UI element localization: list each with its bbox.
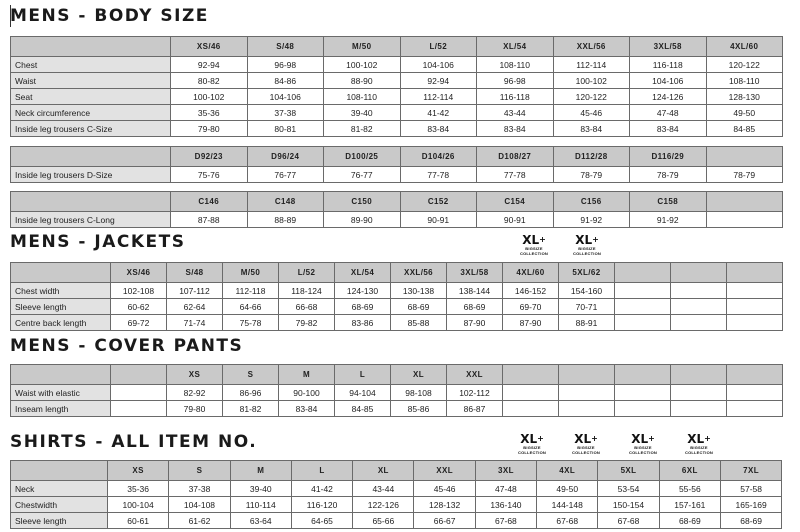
table-cell: 108-110 <box>324 89 401 105</box>
table-header-row <box>11 461 782 481</box>
table-cell: 68-69 <box>391 299 447 315</box>
table-cell: 104-106 <box>400 57 477 73</box>
table-cell: 35-36 <box>171 105 248 121</box>
table-cell: 62-64 <box>167 299 223 315</box>
table-cell: 67-68 <box>537 513 598 529</box>
table-cell: 92-94 <box>400 73 477 89</box>
badge-caption: COLLECTION <box>629 450 657 455</box>
table-cell: 64-66 <box>223 299 279 315</box>
badge-subtitle: BIGSIZE <box>577 445 595 450</box>
table-cell: 130-138 <box>391 283 447 299</box>
xl-badge-icon: XL <box>520 432 538 446</box>
header-corner <box>11 37 171 57</box>
table-cell: 86-87 <box>447 401 503 417</box>
table-cell: 118-124 <box>279 283 335 299</box>
table-cell: 83-84 <box>477 121 554 137</box>
table-cell: 78-79 <box>630 167 707 183</box>
table-cell <box>671 401 727 417</box>
table-cell <box>727 315 783 331</box>
table-row <box>11 212 783 228</box>
table-cell <box>671 299 727 315</box>
header-cell: D112/28 <box>553 147 630 167</box>
table-cell: 76-77 <box>247 167 324 183</box>
table-cell: 116-120 <box>291 497 352 513</box>
row-label: Chest <box>11 57 171 73</box>
header-cell: C148 <box>247 192 324 212</box>
table-cell: 69-70 <box>503 299 559 315</box>
table-cell: 112-114 <box>553 57 630 73</box>
table-cell: 77-78 <box>400 167 477 183</box>
header-cell: XXL <box>447 365 503 385</box>
badge-caption: COLLECTION <box>685 450 713 455</box>
table-row <box>11 57 783 73</box>
table-cell: 120-122 <box>553 89 630 105</box>
bigsize-badge <box>570 433 602 457</box>
table-cell: 80-81 <box>247 121 324 137</box>
table-row <box>11 89 783 105</box>
row-label: Inside leg trousers C-Long <box>11 212 171 228</box>
header-cell: XS <box>108 461 169 481</box>
bigsize-badge <box>516 433 548 457</box>
header-cell: M <box>230 461 291 481</box>
table-cell: 83-84 <box>400 121 477 137</box>
table-header-row <box>11 192 783 212</box>
header-cell: D92/23 <box>171 147 248 167</box>
table-cell: 108-110 <box>477 57 554 73</box>
table-cell: 67-68 <box>475 513 536 529</box>
table-cell: 88-89 <box>247 212 324 228</box>
jackets-title: MENS - JACKETS <box>10 232 186 252</box>
header-corner <box>11 365 111 385</box>
table-cell <box>559 385 615 401</box>
xl-badge-icon: XL <box>631 432 649 446</box>
table-cell: 128-130 <box>706 89 783 105</box>
plus-icon: + <box>539 235 546 244</box>
row-label: Chestwidth <box>11 497 108 513</box>
table-cell: 61-62 <box>169 513 230 529</box>
table-cell: 64-65 <box>291 513 352 529</box>
table-cell: 37-38 <box>247 105 324 121</box>
table-cell: 90-91 <box>400 212 477 228</box>
table-cell: 65-66 <box>353 513 414 529</box>
row-label: Inseam length <box>11 401 111 417</box>
table-cell: 68-69 <box>720 513 781 529</box>
table-cell: 45-46 <box>553 105 630 121</box>
header-cell: D116/29 <box>630 147 707 167</box>
header-cell: C146 <box>171 192 248 212</box>
badge-subtitle: BIGSIZE <box>690 445 708 450</box>
table-cell: 63-64 <box>230 513 291 529</box>
table-cell: 77-78 <box>477 167 554 183</box>
table-cell: 60-61 <box>108 513 169 529</box>
table-cell: 88-90 <box>324 73 401 89</box>
plus-icon: + <box>537 434 544 443</box>
header-cell: M <box>279 365 335 385</box>
table-cell: 89-90 <box>324 212 401 228</box>
table-cell: 57-58 <box>720 481 781 497</box>
table-cell: 98-108 <box>391 385 447 401</box>
table-cell <box>503 385 559 401</box>
header-cell: XXL/56 <box>391 263 447 283</box>
table-cell <box>615 385 671 401</box>
plus-icon: + <box>704 434 711 443</box>
header-cell: 5XL <box>598 461 659 481</box>
shirts-title: SHIRTS - ALL ITEM NO. <box>10 432 258 452</box>
table-row <box>11 105 783 121</box>
table-cell: 92-94 <box>171 57 248 73</box>
badge-subtitle: BIGSIZE <box>525 246 543 251</box>
header-cell <box>615 365 671 385</box>
bigsize-badge <box>571 234 603 258</box>
table-cell: 165-169 <box>720 497 781 513</box>
table-cell: 79-80 <box>171 121 248 137</box>
header-cell: S <box>223 365 279 385</box>
header-cell <box>671 263 727 283</box>
table-cell: 78-79 <box>553 167 630 183</box>
table-cell: 120-122 <box>706 57 783 73</box>
table-cell: 91-92 <box>630 212 707 228</box>
body-size-title: MENS - BODY SIZE <box>10 6 209 26</box>
row-label: Centre back length <box>11 315 111 331</box>
table-cell: 110-114 <box>230 497 291 513</box>
table-cell <box>503 401 559 417</box>
row-label: Neck circumference <box>11 105 171 121</box>
header-cell: C150 <box>324 192 401 212</box>
header-cell: XL <box>353 461 414 481</box>
table-row <box>11 385 783 401</box>
table-cell: 87-90 <box>503 315 559 331</box>
table-row <box>11 167 783 183</box>
header-cell: M/50 <box>223 263 279 283</box>
row-label: Sleeve length <box>11 513 108 529</box>
table-cell: 88-91 <box>559 315 615 331</box>
table-cell: 100-102 <box>553 73 630 89</box>
table-cell <box>671 315 727 331</box>
table-cell: 104-106 <box>630 73 707 89</box>
table-cell: 91-92 <box>553 212 630 228</box>
header-cell: D108/27 <box>477 147 554 167</box>
header-cell: L <box>291 461 352 481</box>
bigsize-badge <box>627 433 659 457</box>
table-cell: 83-86 <box>335 315 391 331</box>
row-label: Neck <box>11 481 108 497</box>
table-cell: 90-100 <box>279 385 335 401</box>
table-cell: 144-148 <box>537 497 598 513</box>
table-cell: 71-74 <box>167 315 223 331</box>
table-cell: 102-108 <box>111 283 167 299</box>
shirts-table <box>10 460 782 529</box>
table-cell: 60-62 <box>111 299 167 315</box>
header-cell: XXL <box>414 461 475 481</box>
table-row <box>11 513 782 529</box>
header-corner <box>11 263 111 283</box>
table-row <box>11 73 783 89</box>
header-cell <box>615 263 671 283</box>
badge-caption: COLLECTION <box>518 450 546 455</box>
table-row <box>11 121 783 137</box>
table-cell: 104-106 <box>247 89 324 105</box>
header-cell: XXL/56 <box>553 37 630 57</box>
table-cell: 84-85 <box>335 401 391 417</box>
table-cell: 66-68 <box>279 299 335 315</box>
bigsize-badge <box>683 433 715 457</box>
header-cell <box>706 147 783 167</box>
row-label: Waist <box>11 73 171 89</box>
header-cell: 4XL/60 <box>706 37 783 57</box>
table-cell: 124-130 <box>335 283 391 299</box>
table-cell: 138-144 <box>447 283 503 299</box>
table-cell: 85-88 <box>391 315 447 331</box>
table-cell: 81-82 <box>324 121 401 137</box>
header-cell: XL/54 <box>477 37 554 57</box>
table-cell: 122-126 <box>353 497 414 513</box>
table-cell: 102-112 <box>447 385 503 401</box>
table-cell <box>727 401 783 417</box>
header-cell: D96/24 <box>247 147 324 167</box>
header-cell: 3XL <box>475 461 536 481</box>
header-cell <box>111 365 167 385</box>
table-header-row <box>11 365 783 385</box>
table-header-row <box>11 37 783 57</box>
table-cell: 86-96 <box>223 385 279 401</box>
header-cell: XS <box>167 365 223 385</box>
table-cell: 150-154 <box>598 497 659 513</box>
table-cell: 79-80 <box>167 401 223 417</box>
plus-icon: + <box>592 235 599 244</box>
header-cell: C158 <box>630 192 707 212</box>
row-label: Inside leg trousers C-Size <box>11 121 171 137</box>
row-label: Chest width <box>11 283 111 299</box>
table-cell <box>615 315 671 331</box>
badge-subtitle: BIGSIZE <box>634 445 652 450</box>
table-cell: 79-82 <box>279 315 335 331</box>
table-row <box>11 283 783 299</box>
table-header-row <box>11 147 783 167</box>
table-cell: 37-38 <box>169 481 230 497</box>
table-cell: 55-56 <box>659 481 720 497</box>
cover-pants-title: MENS - COVER PANTS <box>10 336 244 356</box>
table-cell: 100-102 <box>171 89 248 105</box>
header-cell: D100/25 <box>324 147 401 167</box>
table-cell: 104-108 <box>169 497 230 513</box>
table-cell <box>111 401 167 417</box>
table-cell: 39-40 <box>324 105 401 121</box>
table-cell: 82-92 <box>167 385 223 401</box>
table-cell: 75-76 <box>171 167 248 183</box>
table-cell: 78-79 <box>706 167 783 183</box>
table-cell: 80-82 <box>171 73 248 89</box>
table-cell <box>559 401 615 417</box>
table-cell: 39-40 <box>230 481 291 497</box>
badge-caption: COLLECTION <box>520 251 548 256</box>
table-cell: 112-114 <box>400 89 477 105</box>
table-row <box>11 299 783 315</box>
table-cell: 70-71 <box>559 299 615 315</box>
badge-subtitle: BIGSIZE <box>523 445 541 450</box>
table-cell <box>111 385 167 401</box>
table-cell: 49-50 <box>706 105 783 121</box>
header-cell: D104/26 <box>400 147 477 167</box>
table-cell: 84-85 <box>706 121 783 137</box>
table-cell: 68-69 <box>447 299 503 315</box>
row-label: Inside leg trousers D-Size <box>11 167 171 183</box>
table-row <box>11 315 783 331</box>
d-size-table <box>10 146 783 183</box>
table-cell: 90-91 <box>477 212 554 228</box>
header-cell: XS/46 <box>171 37 248 57</box>
header-cell: 4XL <box>537 461 598 481</box>
badge-caption: COLLECTION <box>573 251 601 256</box>
table-cell <box>615 299 671 315</box>
table-cell: 157-161 <box>659 497 720 513</box>
table-cell: 136-140 <box>475 497 536 513</box>
xl-badge-icon: XL <box>687 432 705 446</box>
header-cell: 5XL/62 <box>559 263 615 283</box>
table-cell: 68-69 <box>335 299 391 315</box>
header-corner <box>11 147 171 167</box>
table-row <box>11 497 782 513</box>
plus-icon: + <box>591 434 598 443</box>
table-cell: 94-104 <box>335 385 391 401</box>
table-cell <box>727 283 783 299</box>
jackets-table <box>10 262 783 331</box>
badge-caption: COLLECTION <box>572 450 600 455</box>
table-cell: 84-86 <box>247 73 324 89</box>
header-cell: L <box>335 365 391 385</box>
header-cell: S/48 <box>167 263 223 283</box>
header-cell <box>727 263 783 283</box>
table-cell: 146-152 <box>503 283 559 299</box>
c-long-table <box>10 191 783 228</box>
header-cell: S/48 <box>247 37 324 57</box>
table-cell: 112-118 <box>223 283 279 299</box>
header-cell: S <box>169 461 230 481</box>
table-header-row <box>11 263 783 283</box>
table-cell: 83-84 <box>553 121 630 137</box>
table-cell: 41-42 <box>291 481 352 497</box>
table-cell: 81-82 <box>223 401 279 417</box>
table-cell: 116-118 <box>477 89 554 105</box>
header-cell <box>727 365 783 385</box>
table-cell: 116-118 <box>630 57 707 73</box>
table-cell: 45-46 <box>414 481 475 497</box>
xl-badge-icon: XL <box>522 233 540 247</box>
header-cell <box>559 365 615 385</box>
table-cell: 35-36 <box>108 481 169 497</box>
cover-pants-table <box>10 364 783 417</box>
table-cell: 41-42 <box>400 105 477 121</box>
table-cell <box>727 299 783 315</box>
table-cell: 67-68 <box>598 513 659 529</box>
table-cell: 66-67 <box>414 513 475 529</box>
table-cell <box>671 283 727 299</box>
bigsize-badge <box>518 234 550 258</box>
table-cell <box>615 283 671 299</box>
header-cell <box>503 365 559 385</box>
header-cell: 4XL/60 <box>503 263 559 283</box>
table-cell: 49-50 <box>537 481 598 497</box>
table-cell: 83-84 <box>279 401 335 417</box>
row-label: Seat <box>11 89 171 105</box>
header-cell: M/50 <box>324 37 401 57</box>
table-cell: 47-48 <box>475 481 536 497</box>
table-cell: 96-98 <box>477 73 554 89</box>
table-cell: 85-86 <box>391 401 447 417</box>
table-cell: 43-44 <box>477 105 554 121</box>
header-cell: XL/54 <box>335 263 391 283</box>
table-cell: 69-72 <box>111 315 167 331</box>
header-cell: 3XL/58 <box>630 37 707 57</box>
xl-badge-icon: XL <box>575 233 593 247</box>
header-cell: L/52 <box>400 37 477 57</box>
row-label: Sleeve length <box>11 299 111 315</box>
table-cell: 108-110 <box>706 73 783 89</box>
header-corner <box>11 192 171 212</box>
table-cell: 76-77 <box>324 167 401 183</box>
table-cell: 47-48 <box>630 105 707 121</box>
xl-badge-icon: XL <box>574 432 592 446</box>
header-cell: 6XL <box>659 461 720 481</box>
header-cell: 7XL <box>720 461 781 481</box>
table-cell: 83-84 <box>630 121 707 137</box>
table-cell: 128-132 <box>414 497 475 513</box>
table-cell: 75-78 <box>223 315 279 331</box>
header-cell: L/52 <box>279 263 335 283</box>
row-label: Waist with elastic <box>11 385 111 401</box>
badge-subtitle: BIGSIZE <box>578 246 596 251</box>
body-size-table <box>10 36 783 137</box>
header-cell: C154 <box>477 192 554 212</box>
header-cell: XS/46 <box>111 263 167 283</box>
header-cell <box>706 192 783 212</box>
table-cell: 53-54 <box>598 481 659 497</box>
table-cell: 68-69 <box>659 513 720 529</box>
table-row <box>11 401 783 417</box>
header-cell: XL <box>391 365 447 385</box>
table-row <box>11 481 782 497</box>
header-cell: C152 <box>400 192 477 212</box>
table-cell: 96-98 <box>247 57 324 73</box>
header-cell: C156 <box>553 192 630 212</box>
table-cell: 124-126 <box>630 89 707 105</box>
table-cell: 87-88 <box>171 212 248 228</box>
header-corner <box>11 461 108 481</box>
table-cell: 107-112 <box>167 283 223 299</box>
header-cell: 3XL/58 <box>447 263 503 283</box>
table-cell <box>706 212 783 228</box>
table-cell: 154-160 <box>559 283 615 299</box>
table-cell <box>615 401 671 417</box>
table-cell <box>727 385 783 401</box>
table-cell <box>671 385 727 401</box>
table-cell: 43-44 <box>353 481 414 497</box>
plus-icon: + <box>648 434 655 443</box>
table-cell: 100-104 <box>108 497 169 513</box>
table-cell: 100-102 <box>324 57 401 73</box>
header-cell <box>671 365 727 385</box>
table-cell: 87-90 <box>447 315 503 331</box>
